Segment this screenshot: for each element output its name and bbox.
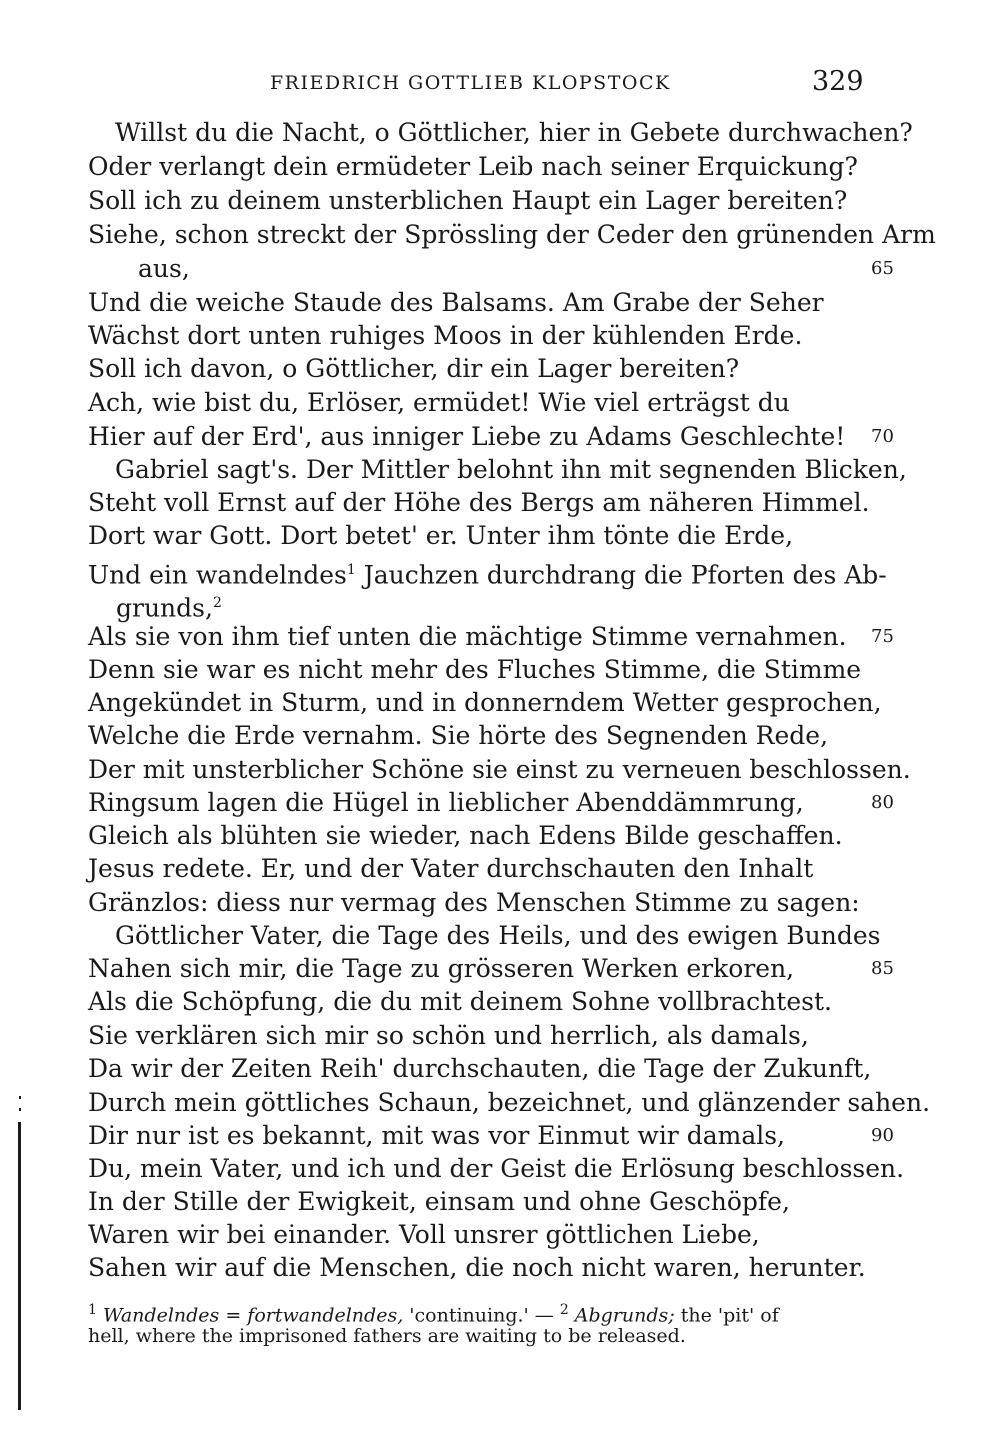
footnote-continuation: hell, where the imprisoned fathers are waiting to be released.	[88, 1325, 686, 1347]
scan-margin-line	[18, 1122, 21, 1410]
verse-line: Angekündet in Sturm, und in donnerndem Wetter gesprochen,	[88, 688, 882, 717]
footnote-equals: =	[219, 1304, 248, 1327]
verse-line: Oder verlangt dein ermüdeter Leib nach seiner Erquickung?	[88, 152, 858, 181]
scan-mark	[19, 1108, 21, 1111]
line-number: 70	[871, 426, 894, 447]
verse-text: grunds,	[116, 593, 213, 623]
verse-line: Willst du die Nacht, o Göttlicher, hier in Gebete durchwachen?	[115, 118, 913, 147]
verse-line: Als die Schöpfung, die du mit deinem Sohne vollbrachtest.	[88, 987, 832, 1016]
footnote-marker: 2	[559, 1302, 569, 1318]
page-number: 329	[812, 66, 864, 97]
verse-line: Soll ich davon, o Göttlicher, dir ein Lager bereiten?	[88, 354, 740, 383]
verse-line: Durch mein göttliches Schaun, bezeichnet, und glänzender sahen.	[88, 1088, 931, 1117]
footnote-term: Wandelndes	[102, 1304, 220, 1327]
scan-mark	[19, 1096, 21, 1099]
verse-line: Sie verklären sich mir so schön und herrlich, als damals,	[88, 1021, 809, 1050]
footnote-ref: 2	[212, 595, 222, 611]
line-number: 75	[871, 626, 894, 647]
line-number: 80	[871, 792, 894, 813]
verse-line: Welche die Erde vernahm. Sie hörte des Segnenden Rede,	[88, 721, 829, 750]
verse-line: Du, mein Vater, und ich und der Geist die Erlösung beschlossen.	[88, 1154, 905, 1183]
verse-line: Sahen wir auf die Menschen, die noch nicht waren, herunter.	[88, 1253, 866, 1282]
footnote-marker: 1	[88, 1302, 97, 1318]
verse-line: Jesus redete. Er, und der Vater durchschauten den Inhalt	[88, 854, 814, 883]
verse-line: Nahen sich mir, die Tage zu grösseren Werken erkoren,	[88, 954, 795, 983]
verse-line: Dort war Gott. Dort betet' er. Unter ihm tönte die Erde,	[88, 521, 794, 550]
verse-line: Dir nur ist es bekannt, mit was vor Einmut wir damals,	[88, 1121, 785, 1150]
verse-line: Hier auf der Erd', aus inniger Liebe zu Adams Geschlechte!	[88, 422, 846, 451]
line-number: 65	[871, 258, 894, 279]
verse-line: Als sie von ihm tief unten die mächtige Stimme vernahmen.	[88, 622, 847, 651]
running-header: FRIEDRICH GOTTLIEB KLOPSTOCK	[270, 72, 671, 94]
verse-line	[88, 553, 887, 590]
verse-line: Wächst dort unten ruhiges Moos in der kühlenden Erde.	[88, 321, 803, 350]
verse-line: Denn sie war es nicht mehr des Fluches Stimme, die Stimme	[88, 655, 862, 684]
footnote-text: the 'pit' of	[674, 1304, 779, 1327]
footnote	[88, 1302, 779, 1326]
footnote-translation: 'continuing.' —	[403, 1304, 560, 1327]
line-number: 85	[871, 958, 894, 979]
verse-line	[116, 586, 222, 623]
verse-line: Gleich als blühten sie wieder, nach Edens Bilde geschaffen.	[88, 821, 843, 850]
verse-line: Der mit unsterblicher Schöne sie einst zu verneuen beschlossen.	[88, 755, 911, 784]
footnote-gloss: fortwandelndes,	[247, 1304, 404, 1327]
verse-line: Gränzlos: diess nur vermag des Menschen Stimme zu sagen:	[88, 888, 860, 917]
verse-text: Jauchzen durchdrang die Pforten des Ab-	[355, 560, 887, 590]
verse-text: Und ein wandelndes	[88, 560, 347, 590]
verse-line: Siehe, schon streckt der Sprössling der Ceder den grünenden Arm	[88, 220, 936, 249]
verse-line: Soll ich zu deinem unsterblichen Haupt ein Lager bereiten?	[88, 186, 848, 215]
verse-line: Göttlicher Vater, die Tage des Heils, und des ewigen Bundes	[115, 921, 881, 950]
verse-line: Gabriel sagt's. Der Mittler belohnt ihn mit segnenden Blicken,	[115, 455, 907, 484]
footnote-term: Abgrunds;	[574, 1304, 675, 1327]
verse-line: Ringsum lagen die Hügel in lieblicher Abenddämmrung,	[88, 788, 804, 817]
footnote-ref: 1	[346, 562, 356, 578]
verse-line: Da wir der Zeiten Reih' durchschauten, die Tage der Zukunft,	[88, 1054, 872, 1083]
verse-line: Ach, wie bist du, Erlöser, ermüdet! Wie viel erträgst du	[88, 388, 790, 417]
verse-line: Steht voll Ernst auf der Höhe des Bergs am näheren Himmel.	[88, 488, 870, 517]
line-number: 90	[871, 1125, 894, 1146]
verse-line: In der Stille der Ewigkeit, einsam und ohne Geschöpfe,	[88, 1187, 790, 1216]
verse-line: Und die weiche Staude des Balsams. Am Grabe der Seher	[88, 288, 824, 317]
verse-line: Waren wir bei einander. Voll unsrer göttlichen Liebe,	[88, 1220, 760, 1249]
verse-line: aus,	[138, 254, 190, 283]
